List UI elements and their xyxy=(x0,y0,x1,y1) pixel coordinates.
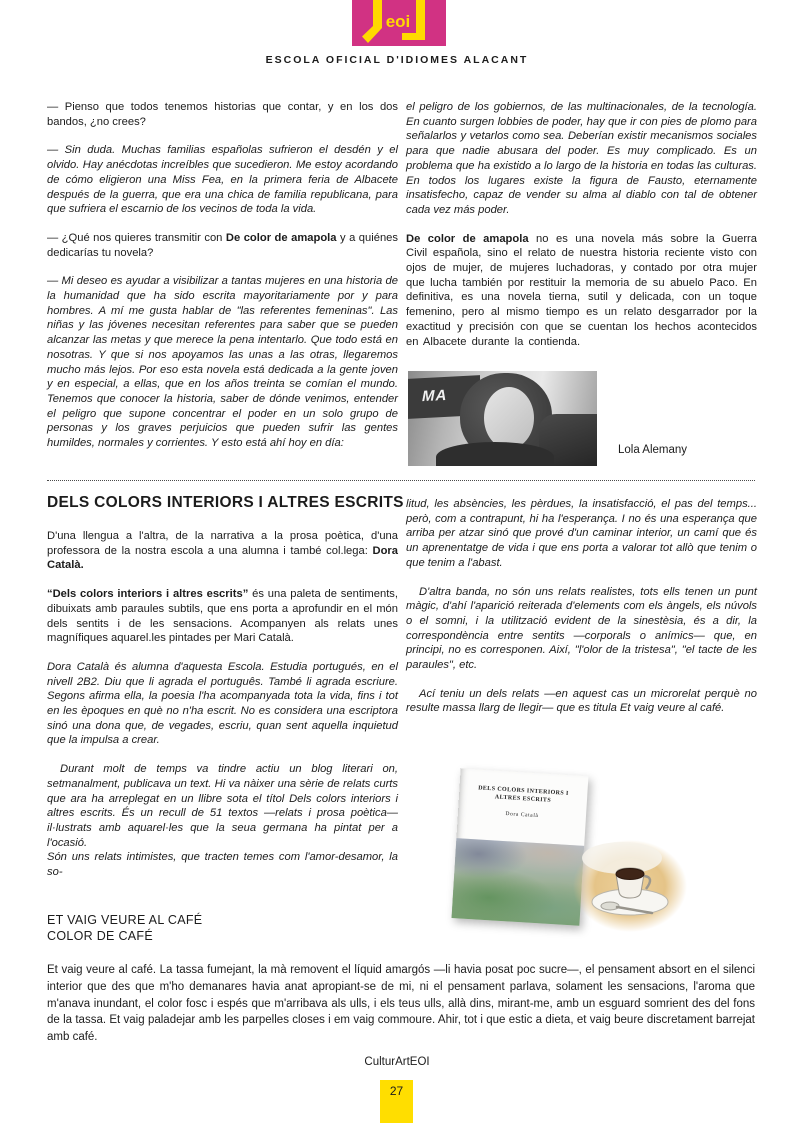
interview-question-2 xyxy=(47,231,398,260)
article-left-column xyxy=(47,529,398,880)
article-paragraph-solitud: litud, les absències, les pèrdues, la insatisfacció, el pas del temps... però, com a contrapunt, hi ha l'esperança. I no és una esperança que arriba per atzar sinó que prové d'un caminar interior, un camí que és un aprenentatge de vida i que ens porta a valorar tot allò que tenim o que tenim a l'abast. xyxy=(406,498,757,569)
page-number: 27 xyxy=(389,1084,404,1098)
article-heading: DELS COLORS INTERIORS I ALTRES ESCRITS xyxy=(47,494,404,511)
question-2-post: y a quiénes dedicarías tu novela? xyxy=(47,231,398,259)
article-right-column xyxy=(406,497,757,730)
article-paragraph-blog: Durant molt de temps va tindre actiu un blog literari on, setmanalment, publicava un text. Hi va nàixer una sèrie de relats curts que ara ha arreplegat en un llibre sota el títol Dels colors interiors i altres escrits. És un recull de 51 textos —relats i prosa poètica— il·lustrats amb aquarel·les que la seua germana ha pintat per a l'ocasió. xyxy=(47,763,398,849)
interview-answer-1: — Sin duda. Muchas familias españolas sufrieron el desdén y el olvido. Hay anécdotas increíbles que sucedieron. Me estoy acordando de cómo eligieron una Miss Fea, en la primera feria de Albacete después de la guerra, que era una chica de familia republicana, para que sufriera el escarnio de los vecinos de toda la vida. xyxy=(47,144,398,216)
review-text: no es una novela más sobre la Guerra Civil española, sino el relato de nuestra historia reciente visto con ojos de mujer, de mujeres luchadoras, y contado por otra mujer que lucha también por restituir la memoria de su abuelo Paco. En definitiva, es una novela tierna, sutil y delicada, con un toque femenino, pero al mismo tiempo es un relato desgarrador por la exactitud y precisión con que se cuentan los hechos acontecidos en Albacete durante la contienda. xyxy=(406,232,757,348)
coffee-cup-illustration xyxy=(572,838,688,932)
book-cover-author: Dora Català xyxy=(505,811,539,820)
article-intro-2 xyxy=(47,587,398,646)
article-paragraph-dora: Dora Català és alumna d'aquesta Escola. Estudia portugués, en el nivell 2B2. Diu que li agrada el português. També li agrada escriure. Segons afirma ella, la poesia l'ha acompanyada tota la vida, fins i tot en les èpoques en què no n'ha escrit. No es considera una escriptora sinó una dona que, de vegades, escriu, quan sent aquella inquietud que la impulsa a crear. xyxy=(47,660,398,747)
story-heading xyxy=(47,912,202,944)
book-review-paragraph xyxy=(406,232,757,350)
eoi-logo-text: eoi xyxy=(385,12,411,31)
interview-answer-2: — Mi deseo es ayudar a visibilizar a tantas mujeres en una historia de la humanidad que ha sido escrita mayoritariamente por y para hombres. A mí me gusta hablar de "las referentes femeninas". Las niñas y las jóvenes necesitan referentes para saber que se pueden alcanzar las metas y que merece la pena intentarlo. Que todo está en nosotras. Y que si nos apoyamos las unas a las otras, llegaremos mucho más lejos. Por eso esta novela está dedicada a la gente joven y en especial, a ellas, que en los años treinta se comían el mundo. Tenemos que conocer la historia, saber de dónde venimos, entender el peligro que supone concentrar el poder en un solo grupo de personas y los graves perjuicios que pueden sufrir las gentes humildes, normales y corrientes. Y esto está ahí hoy en día: xyxy=(47,275,398,450)
book-cover-watercolor xyxy=(452,838,585,926)
photo-shoulder-shape xyxy=(436,442,554,466)
book-title-mention: “Dels colors interiors i altres escrits” xyxy=(47,588,249,601)
interview-left-column xyxy=(47,100,398,465)
book-title-mention: De color de amapola xyxy=(406,232,529,245)
article-paragraph-relats: Són uns relats intimistes, que tracten temes com l'amor-desamor, la so- xyxy=(47,851,398,879)
page-number-box xyxy=(380,1080,413,1123)
book-title-mention: De color de amapola xyxy=(225,231,337,244)
story-text: Et vaig veure al café. La tassa fumejant, la mà removent el líquid amargós —li havia posat poc sucre—, el pensament absort en el silenci interior que des que m'ho demanares havia anat apropiant-se de mi, ni el pensament parlava, solament les sensacions, l'aroma que m'anava inundant, el color fosc i espés que m'arribava als ulls, i els teus ulls, allà dins, mirant-me, amb un esguard somrient des del fons de la tassa. Et vaig paladejar amb les parpelles closes i em vaig commoure. Ahir, tot i que estic a dieta, et vaig beure discretament barrejat amb café. xyxy=(47,964,755,1044)
article-intro-1 xyxy=(47,529,398,573)
story-heading-line-2: COLOR DE CAFÉ xyxy=(47,929,153,943)
school-name: ESCOLA OFICIAL D'IDIOMES ALACANT xyxy=(265,54,529,66)
lola-alemany-photo xyxy=(408,371,597,466)
article-paragraph-microrelat: Ací teniu un dels relats —en aquest cas un microrelat perquè no resulte massa llarg de llegir— que es titula Et vaig veure al café. xyxy=(406,687,757,715)
eoi-logo xyxy=(352,0,446,46)
photo-caption: Lola Alemany xyxy=(618,444,688,456)
question-2-pre: — ¿Qué nos quieres transmitir con xyxy=(47,231,226,244)
footer-brand: CulturArtEOI xyxy=(364,1056,430,1068)
book-cover-image xyxy=(452,768,589,926)
photo-sign: MA xyxy=(408,375,480,419)
intro-1-text: D'una llengua a l'altra, de la narrativa a la prosa poètica, d'una professora de la nostra escola a una alumna i també col.lega: xyxy=(47,530,398,557)
interview-answer-2-continued: el peligro de los gobiernos, de las multinacionales, de la tecnología. En cuanto surgen lobbies de poder, hay que ir con pies de plomo para señalarlos y vetarlos como sea. Deberían existir mecanismos sociales para que nadie abusara del poder. Es muy complicado. Es un problema que ha existido a lo largo de la historia en todas las culturas. En todos los lugares existe la figura de Fausto, eternamente insatisfecho, capaz de vender su alma al diablo con tal de obtener cada vez más poder. xyxy=(406,101,757,216)
eoi-logo-marks xyxy=(352,0,446,46)
author-name: Dora Català. xyxy=(47,544,398,572)
photo-face-shape xyxy=(484,387,534,449)
article-paragraph-magic: D'altra banda, no són uns relats realistes, tots ells tenen un punt màgic, d'ahí l'aparició reiterada d'elements com els àngels, els núvols o el somni, i la utilització evident de la sinestèsia, és a dir, la correspondència entre sentits —corporals o anímics— que, en principi, no es corresponen. Així, "l'olor de la tristesa", "el tacte de les paraules", etc. xyxy=(406,585,757,672)
story-heading-line-1: ET VAIG VEURE AL CAFÉ xyxy=(47,913,203,927)
section-divider xyxy=(47,480,755,481)
interview-question-1: — Pienso que todos tenemos historias que contar, y en los dos bandos, ¿no crees? xyxy=(47,101,398,128)
book-cover-title: DELS COLORS INTERIORS I ALTRES ESCRITS xyxy=(477,785,569,804)
intro-2-text: és una paleta de sentiments, dibuixats amb paraules subtils, que ens porta a aprofundir en el món dels sentits i de les sensacions. Acompanyen als relats unes magnífiques aquarel.les pintades per Mari Català. xyxy=(47,588,399,645)
interview-right-column xyxy=(406,100,757,363)
